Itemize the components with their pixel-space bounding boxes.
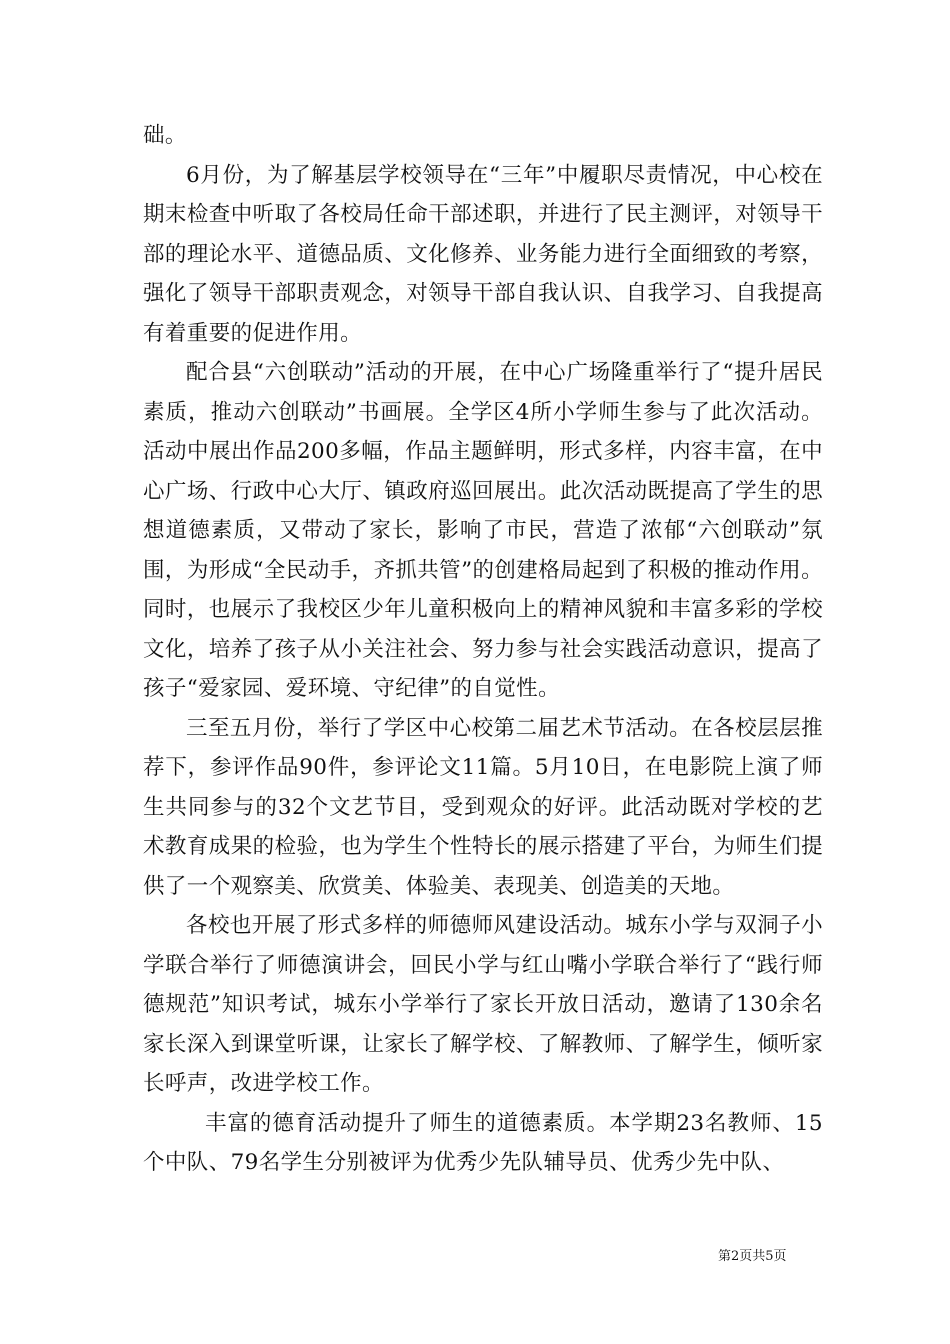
page-number-label: 第2页共5页 bbox=[718, 1249, 787, 1264]
paragraph-continuation: 础。 bbox=[143, 123, 187, 148]
paragraph-six-creations: 配合县“六创联动”活动的开展，在中心广场隆重举行了“提升居民素质，推动六创联动”书画展。全学区4所小学师生参与了此次活动。活动中展出作品200多幅，作品主题鲜明，形式多样，内容丰富，在中心广场、行政中心大厅、镇政府巡回展出。此次活动既提高了学生的思想道德素质，又带动了家长，影响了市民，营造了浓郁“六创联动”氛围，为形成“全民动手，齐抓共管”的创建格局起到了积极的推动作用。同时，也展示了我校区少年儿童积极向上的精神风貌和丰富多彩的学校文化，培养了孩子从小关注社会、努力参与社会实践活动意识，提高了孩子“爱家园、爱环境、守纪律”的自觉性。 bbox=[143, 360, 823, 701]
paragraph-june-leadership: 6月份，为了解基层学校领导在“三年”中履职尽责情况，中心校在期末检查中听取了各校局任命干部述职，并进行了民主测评，对领导干部的理论水平、道德品质、文化修养、业务能力进行全面细致的考察，强化了领导干部职责观念，对领导干部自我认识、自我学习、自我提高有着重要的促进作用。 bbox=[143, 162, 823, 346]
paragraph-moral-education: 丰富的德育活动提升了师生的道德素质。本学期23名教师、15个中队、79名学生分别被评为优秀少先队辅导员、优秀少先中队、 bbox=[143, 1110, 823, 1175]
paragraph-teacher-ethics: 各校也开展了形式多样的师德师风建设活动。城东小学与双洞子小学联合举行了师德演讲会，回民小学与红山嘴小学联合举行了“践行师德规范”知识考试，城东小学举行了家长开放日活动，邀请了130余名家长深入到课堂听课，让家长了解学校、了解教师、了解学生，倾听家长呼声，改进学校工作。 bbox=[143, 913, 823, 1096]
document-body bbox=[143, 116, 823, 1183]
paragraph-art-festival: 三至五月份，举行了学区中心校第二届艺术节活动。在各校层层推荐下，参评作品90件，参评论文11篇。5月10日，在电影院上演了师生共同参与的32个文艺节目，受到观众的好评。此活动既对学校的艺术教育成果的检验，也为学生个性特长的展示搭建了平台，为师生们提供了一个观察美、欣赏美、体验美、表现美、创造美的天地。 bbox=[143, 715, 823, 899]
page-number-footer bbox=[718, 1245, 787, 1264]
